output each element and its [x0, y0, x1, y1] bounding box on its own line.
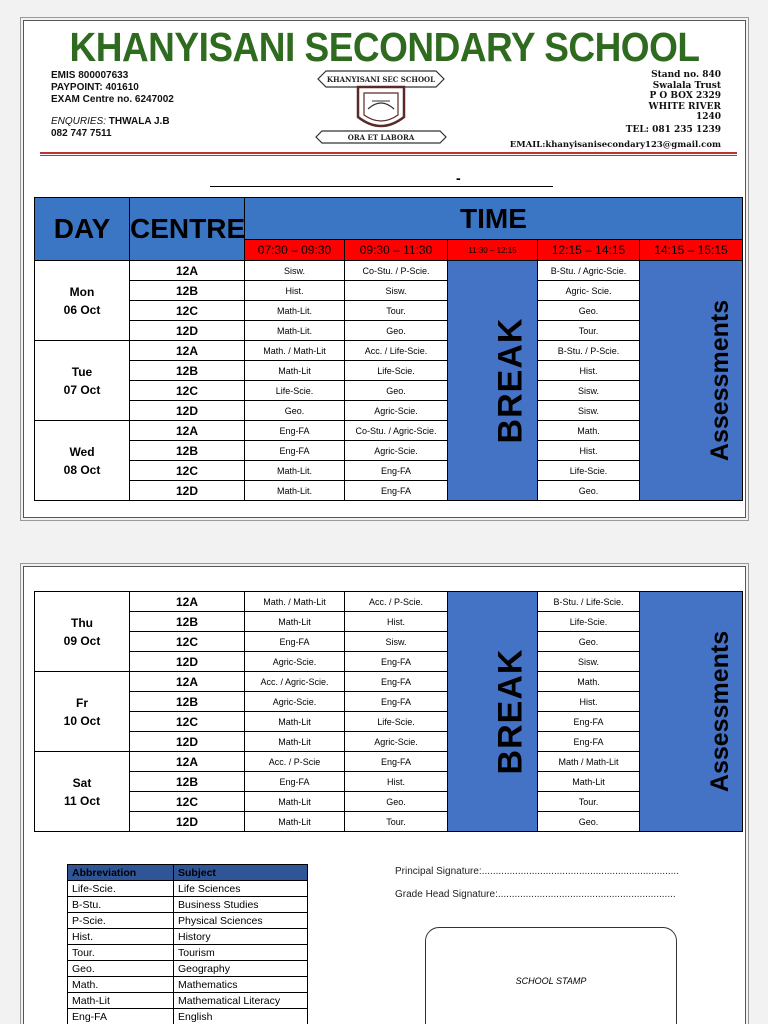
abbreviation-cell: Math-Lit: [68, 993, 174, 1009]
centre-cell: 12D: [130, 812, 245, 832]
table-row: [68, 929, 308, 945]
telephone: TEL: 081 235 1239: [625, 124, 721, 135]
school-stamp-box: [425, 927, 677, 1024]
table-row: [68, 977, 308, 993]
subject-cell: Math. / Math-Lit: [245, 592, 345, 612]
subject-cell: Math-Lit: [538, 772, 640, 792]
assessments-column: [640, 261, 743, 501]
day-date: 10 Oct: [63, 713, 101, 728]
abbreviation-cell: B-Stu.: [68, 897, 174, 913]
subject-cell: B-Stu. / P-Scie.: [538, 341, 640, 361]
subject-cell: Geo.: [345, 381, 448, 401]
day-name: Mon: [69, 284, 95, 299]
table-row: [35, 461, 743, 481]
subject-cell: Tour.: [345, 812, 448, 832]
subject-cell: Hist.: [345, 612, 448, 632]
table-row: [35, 792, 743, 812]
subject-cell: Eng-FA: [245, 632, 345, 652]
time-column-header: TIME: [245, 198, 743, 240]
centre-cell: 12A: [130, 261, 245, 281]
centre-cell: 12A: [130, 341, 245, 361]
crest-top-text: KHANYISANI SEC SCHOOL: [326, 75, 436, 84]
principal-signature-line: Principal Signature:.......................................................................: [395, 866, 679, 877]
subject-cell: Math-Lit: [245, 712, 345, 732]
abbreviation-cell: Tour.: [68, 945, 174, 961]
address-line: Swalala Trust: [652, 80, 721, 91]
grade-head-signature-line: Grade Head Signature:................................................................: [395, 889, 676, 900]
table-row: [68, 961, 308, 977]
subject-cell: Sisw.: [538, 401, 640, 421]
exam-centre: EXAM Centre no. 6247002: [51, 94, 174, 105]
subject-cell: Tour.: [345, 301, 448, 321]
address-line: Stand no. 840: [651, 70, 721, 80]
subject-cell: Hist.: [538, 692, 640, 712]
subject-cell: Sisw.: [345, 632, 448, 652]
table-row: [35, 732, 743, 752]
centre-cell: 12D: [130, 732, 245, 752]
centre-cell: 12C: [130, 381, 245, 401]
table-row: [68, 913, 308, 929]
timetable-week-part2: [34, 591, 743, 832]
centre-cell: 12A: [130, 672, 245, 692]
table-row: [35, 361, 743, 381]
table-row: [35, 321, 743, 341]
subject-cell: Math-Lit: [245, 812, 345, 832]
subject-cell: Math.: [538, 421, 640, 441]
table-row: [35, 301, 743, 321]
subject-cell: Eng-FA: [345, 461, 448, 481]
subject-cell: B-Stu. / Life-Scie.: [538, 592, 640, 612]
table-row: [35, 692, 743, 712]
break-label: BREAK: [491, 648, 530, 775]
subject-cell: Eng-FA: [538, 732, 640, 752]
centre-column-header: CENTRE: [130, 198, 245, 261]
centre-cell: 12C: [130, 301, 245, 321]
centre-cell: 12C: [130, 632, 245, 652]
subject-name-cell: History: [174, 929, 308, 945]
subject-cell: Agric-Scie.: [245, 652, 345, 672]
abbreviation-cell: Eng-FA: [68, 1009, 174, 1024]
subject-cell: Sisw.: [538, 652, 640, 672]
school-stamp-label: SCHOOL STAMP: [515, 976, 587, 986]
subject-cell: Acc. / P-Scie: [245, 752, 345, 772]
crest-motto: ORA ET LABORA: [347, 133, 415, 142]
centre-cell: 12C: [130, 712, 245, 732]
table-row: [35, 281, 743, 301]
day-cell: [35, 421, 130, 501]
table-row: [35, 401, 743, 421]
subject-cell: Co-Stu. / Agric-Scie.: [345, 421, 448, 441]
subject-cell: Hist.: [345, 772, 448, 792]
table-row: [68, 897, 308, 913]
time-slot-header: 09:30 – 11:30: [345, 240, 448, 261]
subject-name-cell: Business Studies: [174, 897, 308, 913]
subject-cell: Math-Lit.: [245, 461, 345, 481]
table-row: [35, 812, 743, 832]
subject-cell: Acc. / P-Scie.: [345, 592, 448, 612]
table-row: [35, 592, 743, 612]
table-row: [35, 381, 743, 401]
enquiries: [51, 116, 174, 128]
subject-cell: B-Stu. / Agric-Scie.: [538, 261, 640, 281]
subject-name-cell: Physical Sciences: [174, 913, 308, 929]
school-email: EMAIL:khanyisanisecondary123@gmail.com: [509, 140, 721, 150]
centre-cell: 12A: [130, 752, 245, 772]
school-name: KHANYISANI SECONDARY SCHOOL: [69, 24, 700, 70]
subject-name-cell: Mathematics: [174, 977, 308, 993]
day-date: 07 Oct: [63, 382, 101, 397]
table-row: [35, 261, 743, 281]
table-row: [35, 612, 743, 632]
assessments-column: [640, 592, 743, 832]
subject-cell: Math.: [538, 672, 640, 692]
subject-cell: Math-Lit: [245, 361, 345, 381]
title-blank-line: [210, 186, 553, 187]
day-cell: [35, 261, 130, 341]
centre-cell: 12B: [130, 361, 245, 381]
enquiries-name: THWALA J.B: [108, 116, 170, 127]
subject-cell: Math / Math-Lit: [538, 752, 640, 772]
subject-cell: Eng-FA: [345, 672, 448, 692]
subject-cell: Hist.: [245, 281, 345, 301]
break-column: [448, 592, 538, 832]
subject-cell: Math-Lit.: [245, 301, 345, 321]
centre-cell: 12A: [130, 592, 245, 612]
school-address: [626, 70, 721, 135]
abbreviation-cell: Geo.: [68, 961, 174, 977]
day-name: Thu: [71, 615, 93, 630]
abbreviation-cell: Life-Scie.: [68, 881, 174, 897]
subject-header: Subject: [174, 865, 308, 881]
centre-cell: 12D: [130, 481, 245, 501]
table-row: [35, 441, 743, 461]
day-cell: [35, 672, 130, 752]
abbreviation-cell: Hist.: [68, 929, 174, 945]
school-details: [51, 70, 174, 140]
emis-number: EMIS 800007633: [51, 70, 129, 81]
subject-cell: Math-Lit: [245, 792, 345, 812]
table-row: [35, 652, 743, 672]
subject-cell: Life-Scie.: [345, 712, 448, 732]
centre-cell: 12B: [130, 281, 245, 301]
subject-cell: Math-Lit: [245, 612, 345, 632]
timetable-page-2: [23, 566, 746, 1024]
subject-cell: Geo.: [345, 792, 448, 812]
address-line: P O BOX 2329: [649, 91, 721, 101]
subject-cell: Math. / Math-Lit: [245, 341, 345, 361]
abbr-header: Abbreviation: [68, 865, 174, 881]
day-cell: [35, 752, 130, 832]
table-row: [68, 993, 308, 1009]
enquiries-phone: 082 747 7511: [51, 128, 112, 139]
table-row: [68, 881, 308, 897]
abbreviation-cell: P-Scie.: [68, 913, 174, 929]
break-label: BREAK: [491, 317, 530, 444]
subject-cell: Tour.: [538, 792, 640, 812]
subject-cell: Acc. / Life-Scie.: [345, 341, 448, 361]
subject-cell: Life-Scie.: [345, 361, 448, 381]
header-divider: [40, 152, 737, 154]
centre-cell: 12B: [130, 612, 245, 632]
subject-cell: Agric-Scie.: [345, 732, 448, 752]
subject-cell: Eng-FA: [245, 441, 345, 461]
school-crest-logo: [296, 65, 466, 151]
subject-cell: Agric-Scie.: [245, 692, 345, 712]
centre-cell: 12C: [130, 792, 245, 812]
timetable-page-1: [23, 20, 746, 518]
centre-cell: 12D: [130, 401, 245, 421]
day-column-header: DAY: [35, 198, 130, 261]
day-cell: [35, 592, 130, 672]
paypoint: PAYPOINT: 401610: [51, 82, 139, 93]
subject-cell: Eng-FA: [245, 772, 345, 792]
subject-cell: Geo.: [538, 481, 640, 501]
time-slot-header: 12:15 – 14:15: [538, 240, 640, 261]
subject-cell: Acc. / Agric-Scie.: [245, 672, 345, 692]
subject-name-cell: Mathematical Literacy: [174, 993, 308, 1009]
subject-cell: Math-Lit.: [245, 321, 345, 341]
subject-cell: Life-Scie.: [245, 381, 345, 401]
centre-cell: 12D: [130, 321, 245, 341]
subject-cell: Hist.: [538, 441, 640, 461]
day-date: 09 Oct: [63, 633, 101, 648]
abbreviation-cell: Math.: [68, 977, 174, 993]
time-slot-header: 11:30 – 12:15: [448, 240, 538, 261]
centre-cell: 12A: [130, 421, 245, 441]
centre-cell: 12B: [130, 441, 245, 461]
subject-cell: Agric-Scie.: [345, 401, 448, 421]
enquiries-label: ENQURIES:: [51, 116, 107, 127]
table-row: [35, 481, 743, 501]
subject-cell: Life-Scie.: [538, 461, 640, 481]
day-name: Fr: [76, 695, 88, 710]
table-row: [35, 632, 743, 652]
assessments-label: Assessments: [706, 299, 735, 462]
day-name: Tue: [71, 364, 93, 379]
table-row: [35, 421, 743, 441]
subject-cell: Co-Stu. / P-Scie.: [345, 261, 448, 281]
timetable-week-part1: [34, 197, 743, 501]
subject-cell: Eng-FA: [245, 421, 345, 441]
abbreviation-table: [67, 864, 308, 1024]
subject-cell: Sisw.: [245, 261, 345, 281]
table-row: [35, 772, 743, 792]
address-line: 1240: [695, 112, 721, 122]
subject-name-cell: English: [174, 1009, 308, 1024]
table-row: [35, 341, 743, 361]
subject-name-cell: Tourism: [174, 945, 308, 961]
subject-cell: Eng-FA: [345, 692, 448, 712]
day-date: 11 Oct: [63, 793, 101, 808]
table-row: [35, 712, 743, 732]
centre-cell: 12C: [130, 461, 245, 481]
subject-cell: Geo.: [538, 812, 640, 832]
header-divider-thin: [40, 155, 737, 156]
subject-cell: Geo.: [345, 321, 448, 341]
subject-cell: Eng-FA: [345, 652, 448, 672]
assessments-label: Assessments: [706, 630, 735, 793]
day-date: 06 Oct: [63, 302, 101, 317]
subject-cell: Math-Lit.: [245, 481, 345, 501]
table-row: [68, 1009, 308, 1024]
subject-cell: Tour.: [538, 321, 640, 341]
centre-cell: 12D: [130, 652, 245, 672]
subject-cell: Life-Scie.: [538, 612, 640, 632]
subject-cell: Eng-FA: [345, 481, 448, 501]
day-date: 08 Oct: [63, 462, 101, 477]
table-row: [68, 945, 308, 961]
day-cell: [35, 341, 130, 421]
subject-cell: Agric- Scie.: [538, 281, 640, 301]
subject-cell: Geo.: [245, 401, 345, 421]
time-slot-header: 14:15 – 15:15: [640, 240, 743, 261]
subject-cell: Agric-Scie.: [345, 441, 448, 461]
break-column: [448, 261, 538, 501]
subject-name-cell: Geography: [174, 961, 308, 977]
title-dash: -: [456, 170, 461, 186]
subject-cell: Hist.: [538, 361, 640, 381]
subject-cell: Eng-FA: [345, 752, 448, 772]
subject-cell: Sisw.: [538, 381, 640, 401]
centre-cell: 12B: [130, 772, 245, 792]
day-name: Wed: [69, 444, 95, 459]
subject-name-cell: Life Sciences: [174, 881, 308, 897]
subject-cell: Eng-FA: [538, 712, 640, 732]
subject-cell: Sisw.: [345, 281, 448, 301]
time-slot-header: 07:30 – 09:30: [245, 240, 345, 261]
address-line: WHITE RIVER: [648, 101, 721, 112]
subject-cell: Geo.: [538, 301, 640, 321]
subject-cell: Geo.: [538, 632, 640, 652]
centre-cell: 12B: [130, 692, 245, 712]
table-row: [35, 752, 743, 772]
subject-cell: Math-Lit: [245, 732, 345, 752]
day-name: Sat: [72, 775, 92, 790]
table-row: [35, 672, 743, 692]
